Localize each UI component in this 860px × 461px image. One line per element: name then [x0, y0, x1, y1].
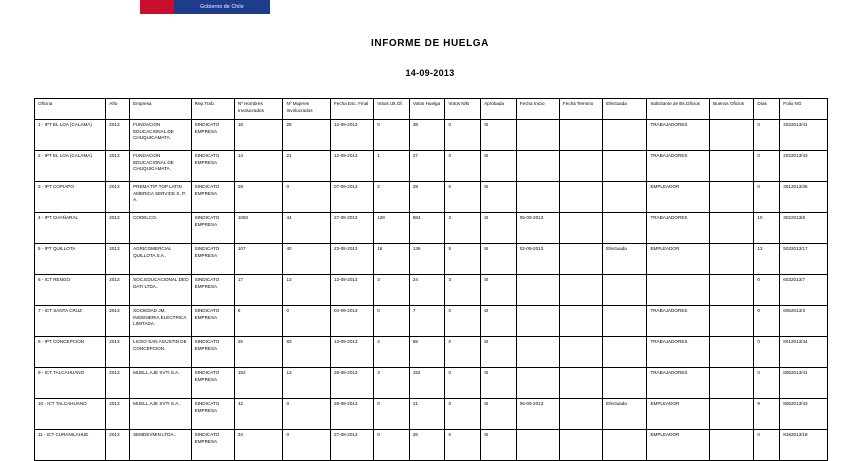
cell-oficina: 7 - ICT SANTA CRUZ	[35, 306, 106, 337]
cell-folio-ng: 8012013/44	[780, 337, 828, 368]
cell-votos-huelga: 41	[409, 399, 445, 430]
cell-fecha-inicio	[516, 306, 559, 337]
table-row	[35, 275, 828, 306]
report-date: 14-09-2013	[405, 68, 455, 78]
cell-mujeres: 44	[283, 213, 331, 244]
cell-rep-trab: SINDICATO EMPRESA	[191, 151, 234, 182]
cell-buenos-oficios	[710, 120, 754, 151]
cell-anio: 2013	[106, 430, 130, 461]
cell-solicitante: TRABAJADORES	[647, 306, 710, 337]
table-row	[35, 399, 828, 430]
cell-fecha-inicio	[516, 151, 559, 182]
cell-empresa: MUELL.AJE SVTI S.A..	[130, 368, 192, 399]
table-body	[35, 120, 828, 461]
cell-anio: 2013	[106, 306, 130, 337]
cell-folio-ng: 3022013/8	[780, 213, 828, 244]
cell-aprobada: SI	[481, 430, 517, 461]
cell-fecha-inicio	[516, 337, 559, 368]
cell-solicitante: TRABAJADORES	[647, 213, 710, 244]
cell-votos-ult-of: 16	[374, 244, 410, 275]
cell-solicitante: TRABAJADORES	[647, 151, 710, 182]
cell-votos-nb: 3	[445, 275, 481, 306]
cell-buenos-oficios	[710, 182, 754, 213]
cell-votos-nb: 0	[445, 120, 481, 151]
cell-buenos-oficios	[710, 275, 754, 306]
logo-red-block	[140, 0, 174, 14]
cell-votos-huelga: 136	[409, 244, 445, 275]
cell-dias: 0	[754, 337, 780, 368]
table-header-row	[35, 99, 828, 120]
cell-votos-nb: 0	[445, 182, 481, 213]
cell-buenos-oficios	[710, 213, 754, 244]
column-header-fecha-esc-final: Fecha Esc. Final	[330, 99, 373, 120]
cell-fecha-termino	[559, 120, 602, 151]
cell-buenos-oficios	[710, 306, 754, 337]
cell-hombres: 8	[234, 306, 283, 337]
cell-rep-trab: SINDICATO EMPRESA	[191, 182, 234, 213]
cell-fecha-inicio	[516, 275, 559, 306]
cell-aprobada: SI	[481, 182, 517, 213]
cell-fecha-esc-final: 27-08-2013	[330, 430, 373, 461]
cell-solicitante: EMPLEADOR	[647, 430, 710, 461]
report-table-container	[34, 98, 828, 461]
column-header-folio-ng: Folio NG	[780, 99, 828, 120]
cell-anio: 2013	[106, 151, 130, 182]
cell-mujeres: 0	[283, 182, 331, 213]
cell-empresa: CODELCO.	[130, 213, 192, 244]
cell-aprobada: SI	[481, 244, 517, 275]
cell-aprobada: SI	[481, 399, 517, 430]
column-header-fecha-termino: Fecha Termino	[559, 99, 602, 120]
cell-dias: 10	[754, 213, 780, 244]
cell-fecha-esc-final: 07-09-2013	[330, 182, 373, 213]
cell-solicitante: EMPLEADOR	[647, 244, 710, 275]
table-row	[35, 120, 828, 151]
cell-anio: 2013	[106, 213, 130, 244]
cell-dias: 13	[754, 244, 780, 275]
cell-hombres: 107	[234, 244, 283, 275]
cell-dias: 0	[754, 368, 780, 399]
cell-votos-huelga: 28	[409, 182, 445, 213]
cell-fecha-esc-final: 12-09-2013	[330, 275, 373, 306]
column-header-fecha-inicio: Fecha Inicio	[516, 99, 559, 120]
document-header	[0, 38, 860, 78]
cell-anio: 2013	[106, 399, 130, 430]
cell-votos-ult-of: 0	[374, 430, 410, 461]
cell-efectuada	[603, 182, 647, 213]
cell-votos-ult-of: 3	[374, 275, 410, 306]
cell-fecha-inicio	[516, 430, 559, 461]
huelga-report-table	[34, 98, 828, 461]
cell-dias: 0	[754, 275, 780, 306]
cell-efectuada	[603, 306, 647, 337]
cell-aprobada: SI	[481, 151, 517, 182]
cell-rep-trab: SINDICATO EMPRESA	[191, 430, 234, 461]
cell-fecha-termino	[559, 244, 602, 275]
cell-oficina: 11 - ICT CURANILAHUE	[35, 430, 106, 461]
government-logo	[140, 0, 270, 14]
cell-dias: 0	[754, 430, 780, 461]
cell-aprobada: SI	[481, 213, 517, 244]
cell-anio: 2013	[106, 244, 130, 275]
cell-solicitante: TRABAJADORES	[647, 337, 710, 368]
cell-folio-ng: 8052013/41	[780, 368, 828, 399]
cell-empresa: LICEO SAN AGUSTIN DE CONCEPCION.	[130, 337, 192, 368]
cell-mujeres: 40	[283, 244, 331, 275]
cell-fecha-termino	[559, 182, 602, 213]
cell-anio: 2013	[106, 368, 130, 399]
cell-votos-nb: 5	[445, 244, 481, 275]
column-header-votos-nb: Votos N/B	[445, 99, 481, 120]
cell-rep-trab: SINDICATO EMPRESA	[191, 399, 234, 430]
cell-folio-ng: 5032013/17	[780, 244, 828, 275]
cell-anio: 2013	[106, 337, 130, 368]
cell-oficina: 5 - IPT QUILLOTA	[35, 244, 106, 275]
cell-efectuada	[603, 275, 647, 306]
cell-oficina: 8 - IPT CONCEPCION	[35, 337, 106, 368]
cell-efectuada	[603, 337, 647, 368]
cell-votos-ult-of: 2	[374, 182, 410, 213]
cell-folio-ng: 2022013/43	[780, 151, 828, 182]
cell-oficina: 3 - IPT COPIAPO	[35, 182, 106, 213]
cell-rep-trab: SINDICATO EMPRESA	[191, 337, 234, 368]
cell-votos-huelga: 7	[409, 306, 445, 337]
cell-empresa: SOC.EDUCACIONAL DEO DATI LTDA..	[130, 275, 192, 306]
cell-mujeres: 21	[283, 151, 331, 182]
cell-votos-huelga: 27	[409, 151, 445, 182]
column-header-votos-huelga: Votos Huelga	[409, 99, 445, 120]
cell-votos-huelga: 38	[409, 120, 445, 151]
cell-oficina: 4 - IPT CHAÑARAL	[35, 213, 106, 244]
column-header-efectuada: Efectuada	[603, 99, 647, 120]
cell-mujeres: 0	[283, 430, 331, 461]
cell-oficina: 6 - ICT RENGO	[35, 275, 106, 306]
cell-folio-ng: 8052013/43	[780, 399, 828, 430]
cell-rep-trab: SINDICATO EMPRESA	[191, 213, 234, 244]
cell-solicitante: EMPLEADOR	[647, 399, 710, 430]
cell-fecha-termino	[559, 430, 602, 461]
cell-empresa: AGRICOMERCIAL QUILLOTA S.A..	[130, 244, 192, 275]
cell-buenos-oficios	[710, 399, 754, 430]
cell-fecha-inicio	[516, 182, 559, 213]
cell-fecha-esc-final: 27-08-2013	[330, 213, 373, 244]
column-header-empresa: Empresa	[130, 99, 192, 120]
cell-efectuada	[603, 368, 647, 399]
cell-efectuada: Efectuada	[603, 399, 647, 430]
cell-empresa: FUNDACION EDUCACIONAL DE CHUQUICAMATA.	[130, 151, 192, 182]
cell-votos-nb: 3	[445, 213, 481, 244]
cell-fecha-inicio: 05-09-2013	[516, 213, 559, 244]
cell-aprobada: SI	[481, 306, 517, 337]
cell-votos-nb: 0	[445, 430, 481, 461]
cell-solicitante: TRABAJADORES	[647, 120, 710, 151]
cell-aprobada: SI	[481, 337, 517, 368]
cell-votos-huelga: 85	[409, 337, 445, 368]
cell-empresa: FUNDACION EDUCACIONAL DE CHUQUICAMATA.	[130, 120, 192, 151]
table-row	[35, 213, 828, 244]
cell-fecha-esc-final: 13-09-2013	[330, 337, 373, 368]
column-header-aprobada: Aprobada	[481, 99, 517, 120]
column-header-rep-trab: Rep.Trab.	[191, 99, 234, 120]
cell-folio-ng: 6052013/3	[780, 306, 828, 337]
cell-rep-trab: SINDICATO EMPRESA	[191, 120, 234, 151]
cell-empresa: SOCIEDAD JM. INGENIERIA ELECTRICA LIMITADA.	[130, 306, 192, 337]
cell-hombres: 18	[234, 120, 283, 151]
cell-votos-ult-of: 3	[374, 368, 410, 399]
cell-mujeres: 83	[283, 337, 331, 368]
cell-votos-ult-of: 1	[374, 151, 410, 182]
cell-fecha-esc-final: 23-08-2013	[330, 244, 373, 275]
table-row	[35, 368, 828, 399]
cell-empresa: SEMDEVMIN LTDA..	[130, 430, 192, 461]
cell-empresa: PREMA TIP TOP LATIN AMERICA SERVICE S. P. A.	[130, 182, 192, 213]
table-row	[35, 151, 828, 182]
cell-fecha-termino	[559, 399, 602, 430]
cell-hombres: 152	[234, 368, 283, 399]
column-header-hombres: Nº Hombres Involucrados	[234, 99, 283, 120]
cell-fecha-inicio: 05-09-2013	[516, 399, 559, 430]
cell-votos-huelga: 24	[409, 275, 445, 306]
cell-hombres: 1082	[234, 213, 283, 244]
cell-mujeres: 0	[283, 306, 331, 337]
cell-efectuada: Efectuada	[603, 244, 647, 275]
cell-votos-nb: 0	[445, 399, 481, 430]
cell-efectuada	[603, 430, 647, 461]
cell-hombres: 34	[234, 430, 283, 461]
cell-rep-trab: SINDICATO EMPRESA	[191, 306, 234, 337]
cell-votos-nb: 0	[445, 337, 481, 368]
cell-mujeres: 28	[283, 120, 331, 151]
cell-hombres: 28	[234, 182, 283, 213]
cell-fecha-esc-final: 28-08-2013	[330, 399, 373, 430]
cell-buenos-oficios	[710, 151, 754, 182]
cell-anio: 2013	[106, 120, 130, 151]
column-header-anio: Año	[106, 99, 130, 120]
cell-hombres: 14	[234, 151, 283, 182]
cell-oficina: 9 - ICT TALCAHUANO	[35, 368, 106, 399]
page-title: INFORME DE HUELGA	[371, 38, 489, 49]
cell-efectuada	[603, 213, 647, 244]
cell-hombres: 42	[234, 399, 283, 430]
cell-votos-nb: 0	[445, 306, 481, 337]
logo-text: Gobierno de Chile	[174, 0, 270, 14]
column-header-dias: Días	[754, 99, 780, 120]
cell-buenos-oficios	[710, 244, 754, 275]
cell-fecha-inicio	[516, 120, 559, 151]
cell-buenos-oficios	[710, 368, 754, 399]
cell-fecha-esc-final: 12-09-2013	[330, 120, 373, 151]
cell-fecha-termino	[559, 151, 602, 182]
cell-hombres: 17	[234, 275, 283, 306]
cell-folio-ng: 3012013/36	[780, 182, 828, 213]
cell-fecha-inicio: 02-09-2013	[516, 244, 559, 275]
table-row	[35, 430, 828, 461]
cell-mujeres: 0	[283, 399, 331, 430]
cell-anio: 2013	[106, 275, 130, 306]
cell-aprobada: SI	[481, 120, 517, 151]
cell-fecha-esc-final: 12-09-2013	[330, 151, 373, 182]
cell-efectuada	[603, 120, 647, 151]
cell-votos-ult-of: 0	[374, 120, 410, 151]
column-header-buenos-oficios: Buenos Oficios	[710, 99, 754, 120]
cell-dias: 0	[754, 182, 780, 213]
cell-fecha-termino	[559, 337, 602, 368]
column-header-solicitante: Solicitante de Bs.Oficios	[647, 99, 710, 120]
cell-fecha-termino	[559, 213, 602, 244]
column-header-votos-ult-of: Votos Ult.Of.	[374, 99, 410, 120]
cell-oficina: 2 - IPT EL LOA (CALAMA)	[35, 151, 106, 182]
cell-votos-huelga: 152	[409, 368, 445, 399]
cell-votos-huelga: 26	[409, 430, 445, 461]
cell-folio-ng: 2022013/41	[780, 120, 828, 151]
cell-oficina: 1 - IPT EL LOA (CALAMA)	[35, 120, 106, 151]
cell-folio-ng: 8182013/18	[780, 430, 828, 461]
cell-folio-ng: 6032013/7	[780, 275, 828, 306]
table-row	[35, 306, 828, 337]
cell-fecha-termino	[559, 275, 602, 306]
cell-rep-trab: SINDICATO EMPRESA	[191, 275, 234, 306]
column-header-oficina: Oficina	[35, 99, 106, 120]
cell-dias: 0	[754, 306, 780, 337]
cell-votos-nb: 0	[445, 151, 481, 182]
cell-fecha-termino	[559, 306, 602, 337]
cell-fecha-inicio	[516, 368, 559, 399]
cell-oficina: 10 - ICT TALCAHUANO	[35, 399, 106, 430]
cell-votos-huelga: 884	[409, 213, 445, 244]
cell-buenos-oficios	[710, 337, 754, 368]
cell-votos-ult-of: 4	[374, 337, 410, 368]
cell-fecha-termino	[559, 368, 602, 399]
table-row	[35, 337, 828, 368]
cell-solicitante: EMPLEADOR	[647, 182, 710, 213]
cell-votos-ult-of: 128	[374, 213, 410, 244]
cell-rep-trab: SINDICATO EMPRESA	[191, 368, 234, 399]
table-row	[35, 182, 828, 213]
table-row	[35, 244, 828, 275]
cell-votos-ult-of: 0	[374, 399, 410, 430]
cell-fecha-esc-final: 28-08-2013	[330, 368, 373, 399]
cell-mujeres: 13	[283, 275, 331, 306]
column-header-mujeres: Nº Mujeres Involucrados	[283, 99, 331, 120]
cell-anio: 2013	[106, 182, 130, 213]
cell-fecha-esc-final: 04-09-2013	[330, 306, 373, 337]
cell-efectuada	[603, 151, 647, 182]
cell-votos-ult-of: 0	[374, 306, 410, 337]
cell-aprobada: SI	[481, 368, 517, 399]
cell-solicitante: TRABAJADORES	[647, 368, 710, 399]
cell-mujeres: 13	[283, 368, 331, 399]
cell-hombres: 25	[234, 337, 283, 368]
cell-dias: 9	[754, 399, 780, 430]
cell-buenos-oficios	[710, 430, 754, 461]
cell-empresa: MUELL.AJE SVTI S.A..	[130, 399, 192, 430]
cell-votos-nb: 0	[445, 368, 481, 399]
cell-rep-trab: SINDICATO EMPRESA	[191, 244, 234, 275]
cell-aprobada: SI	[481, 275, 517, 306]
cell-solicitante	[647, 275, 710, 306]
cell-dias: 0	[754, 120, 780, 151]
cell-dias: 0	[754, 151, 780, 182]
